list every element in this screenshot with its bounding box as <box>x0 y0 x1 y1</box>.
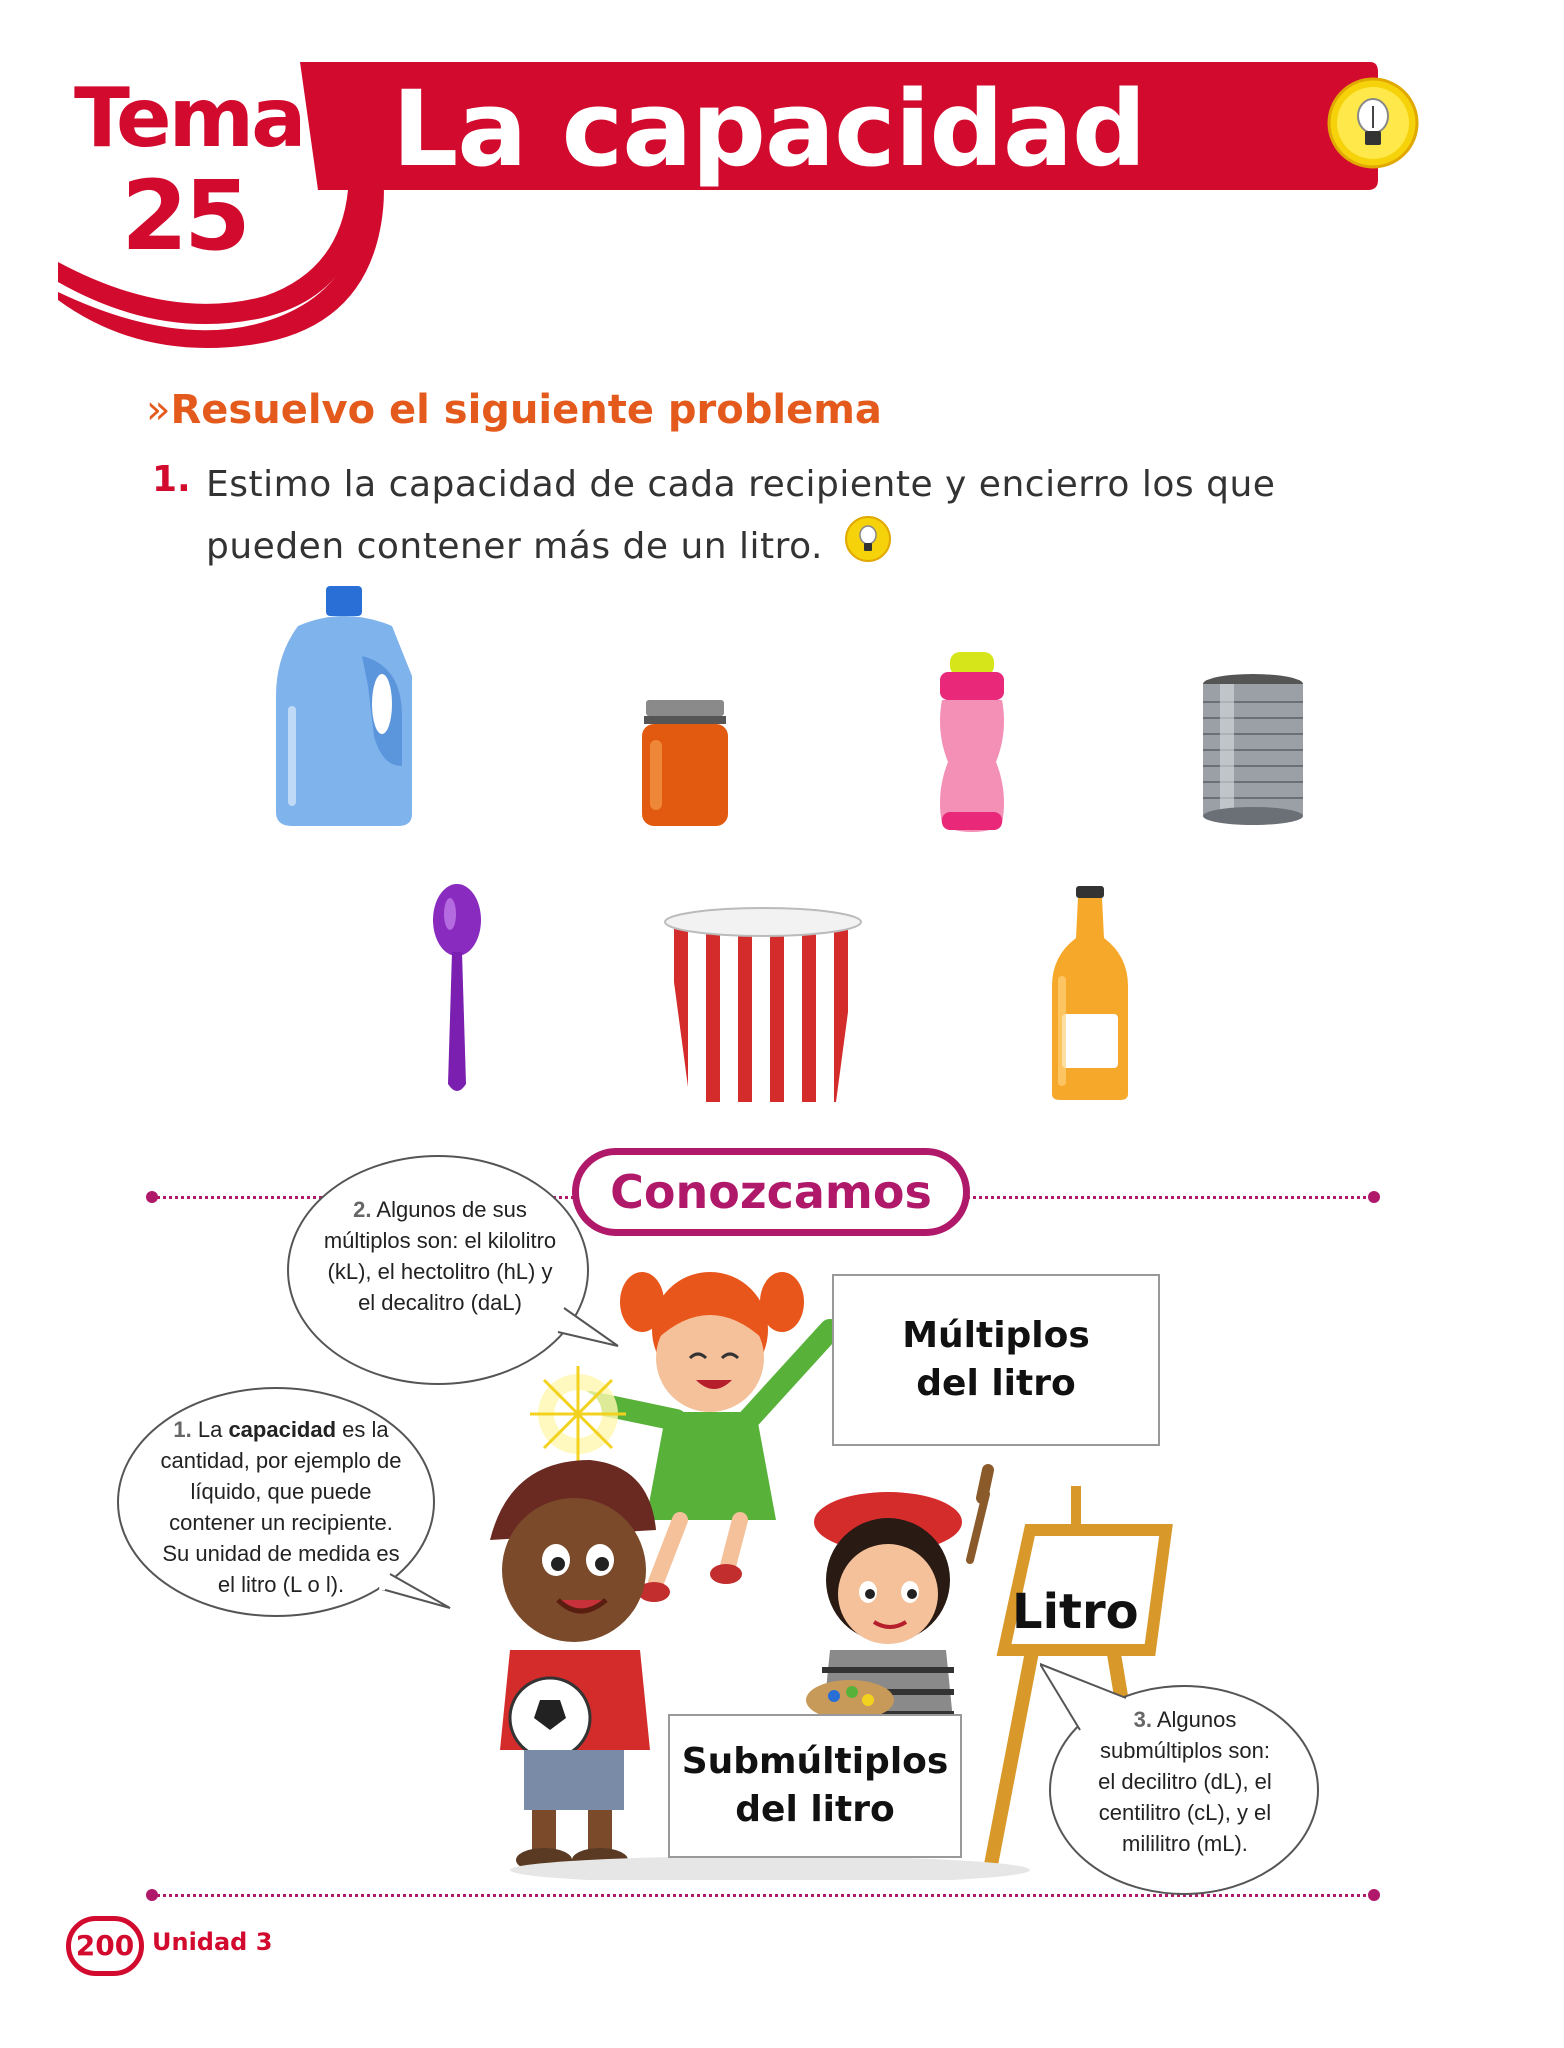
conozcamos-badge: Conozcamos <box>572 1148 970 1236</box>
lightbulb-icon <box>1326 76 1420 170</box>
divider-dot <box>1368 1191 1380 1203</box>
tema-label: Tema <box>74 71 304 166</box>
bubble-1-pre: La <box>197 1417 223 1442</box>
question-text <box>206 456 1396 576</box>
unit-label: Unidad 3 <box>152 1928 273 1956</box>
page-title: La capacidad <box>392 68 1146 190</box>
section-marker: » <box>146 387 171 433</box>
section-heading-text: Resuelvo el siguiente problema <box>170 387 882 433</box>
popcorn-bucket-image <box>660 900 866 1106</box>
question-text-body: Estimo la capacidad de cada recipiente y encierro los que pueden contener más de un litro. <box>206 464 1276 567</box>
bubble-2-number: 2. <box>353 1197 372 1222</box>
multiplos-label <box>832 1274 1160 1446</box>
bubble-3-number: 3. <box>1133 1707 1152 1732</box>
litro-label: Litro <box>1012 1584 1139 1640</box>
speech-bubble-1-text <box>156 1414 406 1600</box>
divider-dot <box>1368 1889 1380 1901</box>
jam-jar-image <box>638 700 732 830</box>
bubble-1-post: es la cantidad, por ejemplo de líquido, que puede contener un recipiente. Su unidad de medida es el litro (L o l). <box>160 1417 402 1597</box>
juice-bottle-image <box>1048 886 1132 1102</box>
tin-can-image <box>1200 672 1306 826</box>
bubble-1-number: 1. <box>173 1417 192 1442</box>
page-number: 200 <box>66 1916 144 1976</box>
girl-with-beret <box>806 1492 962 1750</box>
bubble-2-body: Algunos de sus múltiplos son: el kilolitro (kL), el hectolitro (hL) y el decalitro (daL) <box>323 1197 557 1315</box>
bubble-1-bold: capacidad <box>228 1417 337 1442</box>
speech-bubble-3-text <box>1090 1704 1280 1859</box>
detergent-bottle-image <box>262 586 434 830</box>
divider-dot <box>146 1191 158 1203</box>
water-bottle-image <box>932 652 1012 834</box>
submultiplos-label <box>668 1714 962 1858</box>
lightbulb-icon <box>841 514 895 564</box>
bubble-3-body: Algunos submúltiplos son: el decilitro (dL), el centilitro (cL), y el mililitro (mL). <box>1098 1707 1272 1856</box>
divider-dot <box>146 1889 158 1901</box>
speech-bubble-2-text <box>322 1194 558 1318</box>
spoon-image <box>430 884 484 1100</box>
boy-with-ball <box>490 1460 656 1872</box>
section-heading <box>146 386 882 434</box>
tema-number: 25 <box>121 160 247 272</box>
submultiplos-label-text: Submúltiplos del litro <box>681 1741 949 1830</box>
question-number: 1. <box>152 459 191 500</box>
multiplos-label-text: Múltiplos del litro <box>902 1315 1090 1404</box>
